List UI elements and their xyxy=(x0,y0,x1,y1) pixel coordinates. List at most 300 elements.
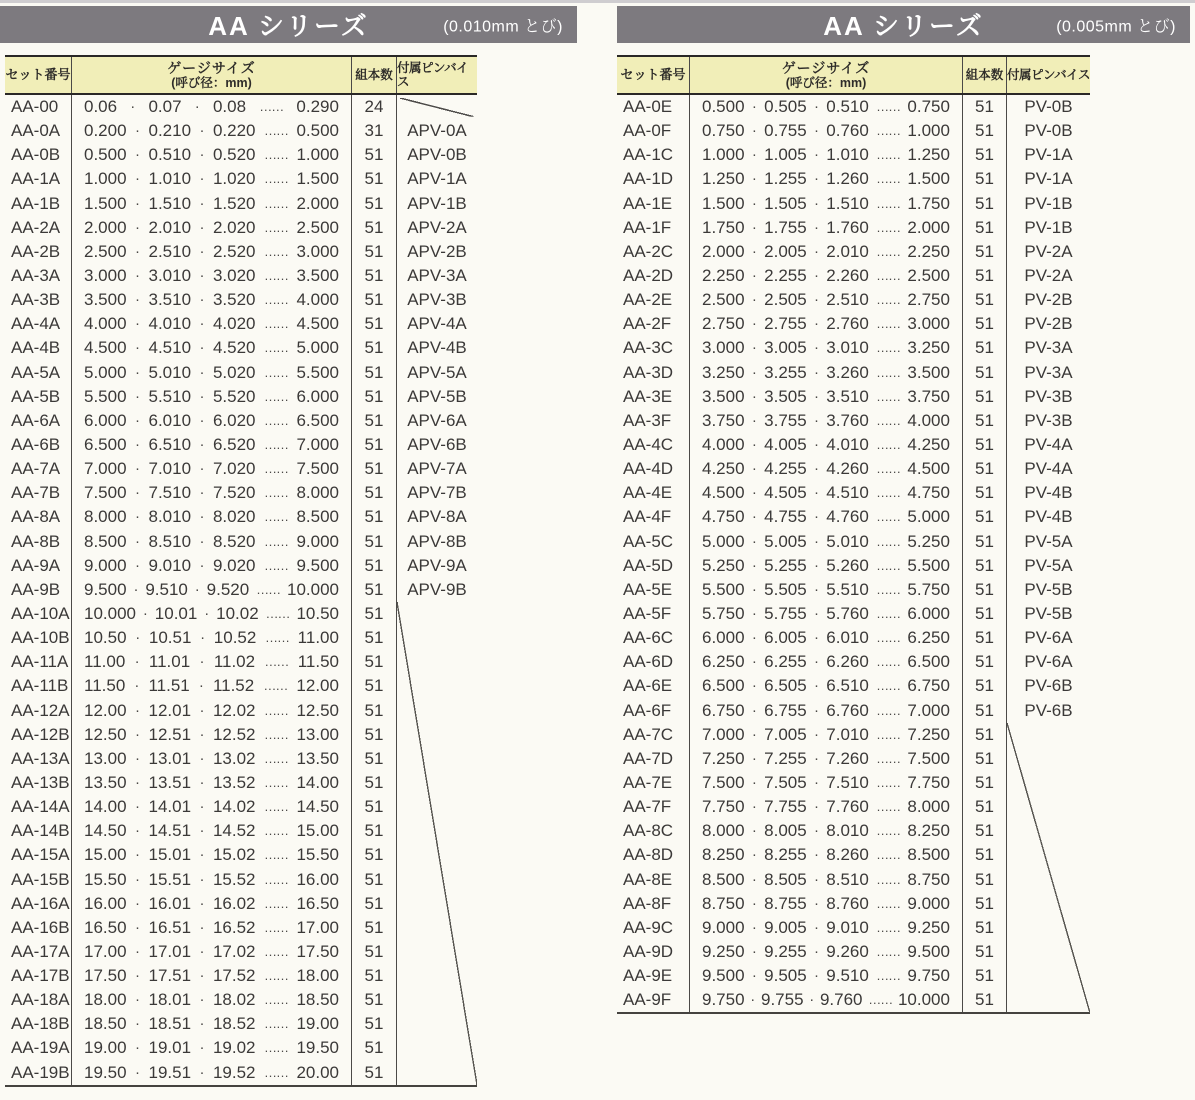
separator: · xyxy=(199,508,205,526)
gauge-size-cell xyxy=(690,747,963,771)
piece-count-cell: 51 xyxy=(352,699,397,723)
table-row xyxy=(5,312,477,336)
gauge-value: 9.005 xyxy=(764,917,807,937)
separator: …… xyxy=(876,871,901,887)
gauge-value: 15.01 xyxy=(148,845,192,865)
gauge-value: 4.010 xyxy=(148,314,192,334)
gauge-value: 2.000 xyxy=(907,217,950,237)
gauge-value: 0.200 xyxy=(84,121,127,141)
separator: · xyxy=(813,387,819,405)
gauge-value: 20.00 xyxy=(296,1062,339,1082)
gauge-value: 10.50 xyxy=(84,628,127,648)
gauge-size-cell xyxy=(72,964,352,988)
gauge-value: 17.00 xyxy=(84,941,127,961)
separator: · xyxy=(133,580,139,598)
gauge-value: 13.01 xyxy=(148,748,192,768)
gauge-value: 8.260 xyxy=(826,845,869,865)
separator: …… xyxy=(876,195,901,211)
set-number-cell: AA-4A xyxy=(5,312,72,336)
gauge-value: 11.51 xyxy=(148,676,190,696)
gauge-value: 1.000 xyxy=(84,169,127,189)
piece-count-cell: 51 xyxy=(963,771,1007,795)
gauge-value: 5.250 xyxy=(907,531,950,551)
gauge-value: 5.000 xyxy=(907,507,950,527)
no-vise-diagonal xyxy=(397,602,477,1085)
separator: …… xyxy=(876,485,901,501)
gauge-value: 0.07 xyxy=(148,97,182,116)
separator: …… xyxy=(876,678,901,694)
separator: …… xyxy=(876,799,901,815)
gauge-size-cell xyxy=(72,240,352,264)
gauge-size-cell xyxy=(72,843,352,867)
table-row xyxy=(617,264,1090,288)
table-row xyxy=(5,554,477,578)
gauge-value: 7.755 xyxy=(764,797,807,817)
piece-count-cell: 51 xyxy=(352,674,397,698)
gauge-value: 7.500 xyxy=(84,483,127,503)
piece-count-cell: 51 xyxy=(352,747,397,771)
gauge-value: 9.500 xyxy=(84,579,127,599)
separator: …… xyxy=(263,919,288,935)
gauge-value: 9.510 xyxy=(145,579,188,599)
piece-count-cell: 51 xyxy=(963,119,1007,143)
gauge-value: 17.51 xyxy=(148,966,192,986)
separator: · xyxy=(135,435,141,453)
separator: · xyxy=(135,822,141,840)
piece-count-cell: 51 xyxy=(963,505,1007,529)
gauge-size-cell xyxy=(690,674,963,698)
gauge-value: 7.520 xyxy=(212,483,256,503)
separator: · xyxy=(135,387,141,405)
gauge-value: 16.02 xyxy=(212,893,256,913)
separator: · xyxy=(751,291,757,309)
separator: …… xyxy=(876,968,901,984)
separator: · xyxy=(751,822,757,840)
gauge-value: 3.510 xyxy=(826,386,869,406)
gauge-value: 5.020 xyxy=(212,362,256,382)
piece-count-cell: 51 xyxy=(352,240,397,264)
separator: · xyxy=(135,315,141,333)
piece-count-cell: 51 xyxy=(352,505,397,529)
piece-count-cell: 51 xyxy=(963,336,1007,360)
set-number-cell: AA-15A xyxy=(5,843,72,867)
gauge-set-table xyxy=(5,55,477,1087)
gauge-value: 7.005 xyxy=(764,724,807,744)
set-number-cell: AA-6E xyxy=(617,674,690,698)
gauge-value: 11.50 xyxy=(297,652,339,672)
gauge-value: 2.000 xyxy=(84,217,127,237)
gauge-value: 14.52 xyxy=(212,821,256,841)
gauge-value: 3.500 xyxy=(296,265,339,285)
separator: · xyxy=(199,170,205,188)
separator: …… xyxy=(876,99,901,114)
set-number-cell: AA-9A xyxy=(5,554,72,578)
gauge-value: 1.500 xyxy=(296,169,339,189)
separator: · xyxy=(813,218,819,236)
piece-count-cell: 51 xyxy=(963,167,1007,191)
col-header-set-number: セット番号 xyxy=(617,57,690,93)
separator: · xyxy=(813,773,819,791)
gauge-value: 7.750 xyxy=(702,797,745,817)
piece-count-cell: 51 xyxy=(963,988,1007,1012)
separator: · xyxy=(813,435,819,453)
separator: · xyxy=(135,339,141,357)
separator: · xyxy=(751,604,757,622)
gauge-value: 2.250 xyxy=(907,241,950,261)
gauge-size-cell xyxy=(72,216,352,240)
set-number-cell: AA-14B xyxy=(5,819,72,843)
separator: · xyxy=(751,749,757,767)
separator: · xyxy=(134,653,140,671)
gauge-value: 2.500 xyxy=(702,290,745,310)
gauge-value: 17.50 xyxy=(84,966,127,986)
piece-count-cell: 51 xyxy=(352,264,397,288)
table-row xyxy=(5,143,477,167)
gauge-value: 3.005 xyxy=(764,338,807,358)
set-number-cell: AA-4F xyxy=(617,505,690,529)
separator: · xyxy=(135,1015,141,1033)
separator: …… xyxy=(263,1040,288,1056)
separator: · xyxy=(751,122,757,140)
separator: …… xyxy=(263,968,288,984)
gauge-size-cell xyxy=(690,723,963,747)
piece-count-cell: 51 xyxy=(352,530,397,554)
piece-count-cell: 51 xyxy=(963,264,1007,288)
piece-count-cell: 51 xyxy=(352,916,397,940)
separator: …… xyxy=(263,557,288,573)
gauge-value: 10.000 xyxy=(897,990,950,1010)
gauge-value: 5.500 xyxy=(296,362,339,382)
set-number-cell: AA-9E xyxy=(617,964,690,988)
separator: · xyxy=(751,532,757,550)
table-row xyxy=(5,409,477,433)
series-title: AA シリーズ xyxy=(823,11,984,41)
table-row xyxy=(5,433,477,457)
gauge-value: 0.505 xyxy=(764,97,807,116)
set-number-cell: AA-0A xyxy=(5,119,72,143)
set-number-cell: AA-2A xyxy=(5,216,72,240)
separator: …… xyxy=(263,412,288,428)
set-number-cell: AA-1C xyxy=(617,143,690,167)
separator: · xyxy=(199,387,205,405)
table-row xyxy=(617,433,1090,457)
separator: · xyxy=(194,98,200,115)
separator: · xyxy=(751,556,757,574)
set-number-cell: AA-5A xyxy=(5,361,72,385)
separator: · xyxy=(199,363,205,381)
pin-vise-cell: APV-2A xyxy=(407,217,467,237)
set-number-cell: AA-0F xyxy=(617,119,690,143)
set-number-cell: AA-9D xyxy=(617,940,690,964)
gauge-value: 9.250 xyxy=(907,917,950,937)
gauge-value: 14.01 xyxy=(148,797,192,817)
gauge-value: 4.510 xyxy=(148,338,192,358)
piece-count-cell: 51 xyxy=(963,457,1007,481)
gauge-value: 7.250 xyxy=(907,724,950,744)
separator: · xyxy=(199,146,205,164)
gauge-value: 8.255 xyxy=(764,845,807,865)
gauge-size-cell xyxy=(72,288,352,312)
gauge-value: 7.010 xyxy=(148,459,192,479)
separator: …… xyxy=(876,919,901,935)
gauge-value: 13.00 xyxy=(296,724,339,744)
gauge-size-cell xyxy=(690,771,963,795)
set-number-cell: AA-8A xyxy=(5,505,72,529)
gauge-value: 1.510 xyxy=(148,193,192,213)
separator: · xyxy=(751,773,757,791)
gauge-value: 19.01 xyxy=(148,1038,192,1058)
pin-vise-cell: PV-6B xyxy=(1024,700,1073,720)
piece-count-cell: 51 xyxy=(963,602,1007,626)
pin-vise-cell: PV-1B xyxy=(1024,193,1073,213)
piece-count-cell: 51 xyxy=(963,361,1007,385)
gauge-value: 18.01 xyxy=(148,990,192,1010)
separator: · xyxy=(751,387,757,405)
set-number-cell: AA-1B xyxy=(5,192,72,216)
separator: · xyxy=(198,677,204,695)
gauge-value: 8.755 xyxy=(764,893,807,913)
gauge-size-cell xyxy=(690,143,963,167)
separator: · xyxy=(813,749,819,767)
gauge-value: 3.500 xyxy=(702,386,745,406)
table-row xyxy=(617,288,1090,312)
gauge-value: 6.010 xyxy=(148,410,192,430)
piece-count-cell: 51 xyxy=(963,964,1007,988)
gauge-value: 2.760 xyxy=(826,314,869,334)
pin-vise-cell: PV-0B xyxy=(1024,121,1073,141)
separator: · xyxy=(135,194,141,212)
piece-count-cell: 51 xyxy=(963,143,1007,167)
gauge-value: 18.51 xyxy=(148,1014,192,1034)
separator: · xyxy=(813,918,819,936)
separator: · xyxy=(751,894,757,912)
gauge-value: 18.00 xyxy=(84,990,127,1010)
gauge-value: 9.020 xyxy=(212,555,256,575)
gauge-value: 9.250 xyxy=(702,941,745,961)
separator: …… xyxy=(256,581,281,597)
separator: …… xyxy=(263,243,288,259)
piece-count-cell: 51 xyxy=(963,868,1007,892)
table-row xyxy=(617,385,1090,409)
gauge-value: 2.750 xyxy=(702,314,745,334)
gauge-value: 18.52 xyxy=(212,1014,256,1034)
separator: · xyxy=(813,98,819,115)
gauge-size-cell xyxy=(690,409,963,433)
table-row xyxy=(5,361,477,385)
table-row xyxy=(617,481,1090,505)
separator: · xyxy=(194,580,200,598)
separator: …… xyxy=(263,436,288,452)
gauge-value: 16.00 xyxy=(296,869,339,889)
gauge-value: 9.750 xyxy=(702,990,745,1010)
gauge-value: 12.52 xyxy=(212,724,256,744)
gauge-value: 3.020 xyxy=(212,265,256,285)
separator: …… xyxy=(263,292,288,308)
table-row xyxy=(5,530,477,554)
gauge-value: 12.00 xyxy=(296,676,339,696)
separator: …… xyxy=(263,847,288,863)
gauge-value: 2.000 xyxy=(702,241,745,261)
table-row xyxy=(617,602,1090,626)
piece-count-cell: 51 xyxy=(963,747,1007,771)
gauge-value: 3.750 xyxy=(907,386,950,406)
gauge-value: 6.260 xyxy=(826,652,869,672)
separator: · xyxy=(199,291,205,309)
table-body xyxy=(5,95,477,1087)
gauge-size-cell xyxy=(72,795,352,819)
separator: · xyxy=(813,484,819,502)
gauge-value: 1.005 xyxy=(764,145,807,165)
separator: · xyxy=(135,411,141,429)
separator: · xyxy=(135,484,141,502)
set-number-cell: AA-6A xyxy=(5,409,72,433)
separator: …… xyxy=(263,364,288,380)
separator: · xyxy=(199,532,205,550)
gauge-size-cell xyxy=(72,481,352,505)
gauge-size-cell xyxy=(690,626,963,650)
separator: …… xyxy=(263,267,288,283)
separator: · xyxy=(751,918,757,936)
pin-vise-cell: APV-3A xyxy=(407,265,467,285)
pin-vise-cell: PV-4A xyxy=(1024,459,1073,479)
gauge-value: 3.250 xyxy=(907,338,950,358)
set-number-cell: AA-8E xyxy=(617,868,690,892)
piece-count-cell: 51 xyxy=(963,288,1007,312)
gauge-value: 15.50 xyxy=(296,845,339,865)
separator: …… xyxy=(263,195,288,211)
piece-count-cell: 51 xyxy=(963,433,1007,457)
gauge-value: 3.010 xyxy=(148,265,192,285)
separator: · xyxy=(751,798,757,816)
separator: · xyxy=(199,942,205,960)
separator: · xyxy=(199,967,205,985)
separator: …… xyxy=(263,1064,288,1080)
gauge-value: 1.000 xyxy=(296,145,339,165)
gauge-value: 4.000 xyxy=(296,290,339,310)
gauge-value: 19.50 xyxy=(84,1062,127,1082)
table-row xyxy=(617,312,1090,336)
gauge-size-cell xyxy=(72,385,352,409)
gauge-value: 5.000 xyxy=(296,338,339,358)
gauge-value: 7.750 xyxy=(907,772,950,792)
gauge-value: 7.510 xyxy=(148,483,192,503)
separator: …… xyxy=(876,412,901,428)
gauge-value: 7.010 xyxy=(826,724,869,744)
separator: …… xyxy=(876,509,901,525)
piece-count-cell: 24 xyxy=(352,95,397,119)
col-header-gauge-size: ゲージサイズ (呼び径：mm) xyxy=(72,57,352,93)
separator: …… xyxy=(259,99,284,114)
separator: …… xyxy=(264,654,289,670)
separator: · xyxy=(135,701,141,719)
gauge-value: 3.500 xyxy=(907,362,950,382)
separator: …… xyxy=(876,847,901,863)
table-row xyxy=(5,505,477,529)
gauge-size-cell xyxy=(690,505,963,529)
gauge-value: 5.500 xyxy=(907,555,950,575)
set-number-cell: AA-00 xyxy=(5,95,72,119)
set-number-cell: AA-7F xyxy=(617,795,690,819)
gauge-value: 9.755 xyxy=(760,990,804,1010)
pin-vise-cell: PV-2B xyxy=(1024,290,1073,310)
piece-count-cell: 51 xyxy=(963,481,1007,505)
gauge-value: 5.510 xyxy=(826,579,869,599)
separator: · xyxy=(751,484,757,502)
separator: · xyxy=(751,315,757,333)
separator: · xyxy=(751,967,757,985)
gauge-value: 0.500 xyxy=(296,121,339,141)
gauge-value: 15.00 xyxy=(296,821,339,841)
gauge-value: 15.52 xyxy=(212,869,256,889)
gauge-value: 1.750 xyxy=(702,217,745,237)
separator: · xyxy=(204,604,210,622)
gauge-value: 9.500 xyxy=(296,555,339,575)
gauge-value: 8.500 xyxy=(907,845,950,865)
separator: · xyxy=(135,918,141,936)
gauge-value: 1.250 xyxy=(907,145,950,165)
gauge-value: 5.750 xyxy=(907,579,950,599)
gauge-value: 18.02 xyxy=(212,990,256,1010)
gauge-value: 3.760 xyxy=(826,410,869,430)
gauge-size-cell xyxy=(690,312,963,336)
pin-vise-cell: APV-2B xyxy=(407,241,467,261)
gauge-value: 17.00 xyxy=(296,917,339,937)
table-row xyxy=(5,216,477,240)
table-row xyxy=(617,361,1090,385)
gauge-value: 6.500 xyxy=(907,652,950,672)
set-number-cell: AA-14A xyxy=(5,795,72,819)
piece-count-cell: 51 xyxy=(963,795,1007,819)
pin-vise-cell: APV-9B xyxy=(407,579,467,599)
gauge-value: 9.760 xyxy=(819,990,863,1010)
gauge-size-cell xyxy=(72,119,352,143)
separator: · xyxy=(813,339,819,357)
separator: · xyxy=(813,146,819,164)
gauge-size-cell xyxy=(690,433,963,457)
gauge-value: 9.010 xyxy=(826,917,869,937)
gauge-value: 5.505 xyxy=(764,579,807,599)
separator: …… xyxy=(263,485,288,501)
gauge-size-cell xyxy=(690,916,963,940)
separator: · xyxy=(813,363,819,381)
gauge-value: 4.020 xyxy=(212,314,256,334)
gauge-value: 1.500 xyxy=(702,193,745,213)
piece-count-cell: 51 xyxy=(352,167,397,191)
separator: · xyxy=(135,218,141,236)
set-number-cell: AA-8B xyxy=(5,530,72,554)
piece-count-cell: 51 xyxy=(352,988,397,1012)
separator: …… xyxy=(876,726,901,742)
separator: · xyxy=(135,460,141,478)
gauge-value: 0.500 xyxy=(84,145,127,165)
set-number-cell: AA-3E xyxy=(617,385,690,409)
gauge-value: 4.760 xyxy=(826,507,869,527)
pin-vise-cell: PV-3B xyxy=(1024,386,1073,406)
gauge-size-cell xyxy=(690,530,963,554)
separator: …… xyxy=(876,364,901,380)
piece-count-cell: 51 xyxy=(963,95,1007,119)
table-row xyxy=(5,192,477,216)
separator: …… xyxy=(263,219,288,235)
separator: · xyxy=(135,170,141,188)
separator: · xyxy=(199,894,205,912)
table-row xyxy=(617,216,1090,240)
table-row xyxy=(617,167,1090,191)
table-row xyxy=(617,674,1090,698)
gauge-value: 1.000 xyxy=(907,121,950,141)
table-row xyxy=(5,457,477,481)
pin-vise-cell: APV-0A xyxy=(407,121,467,141)
